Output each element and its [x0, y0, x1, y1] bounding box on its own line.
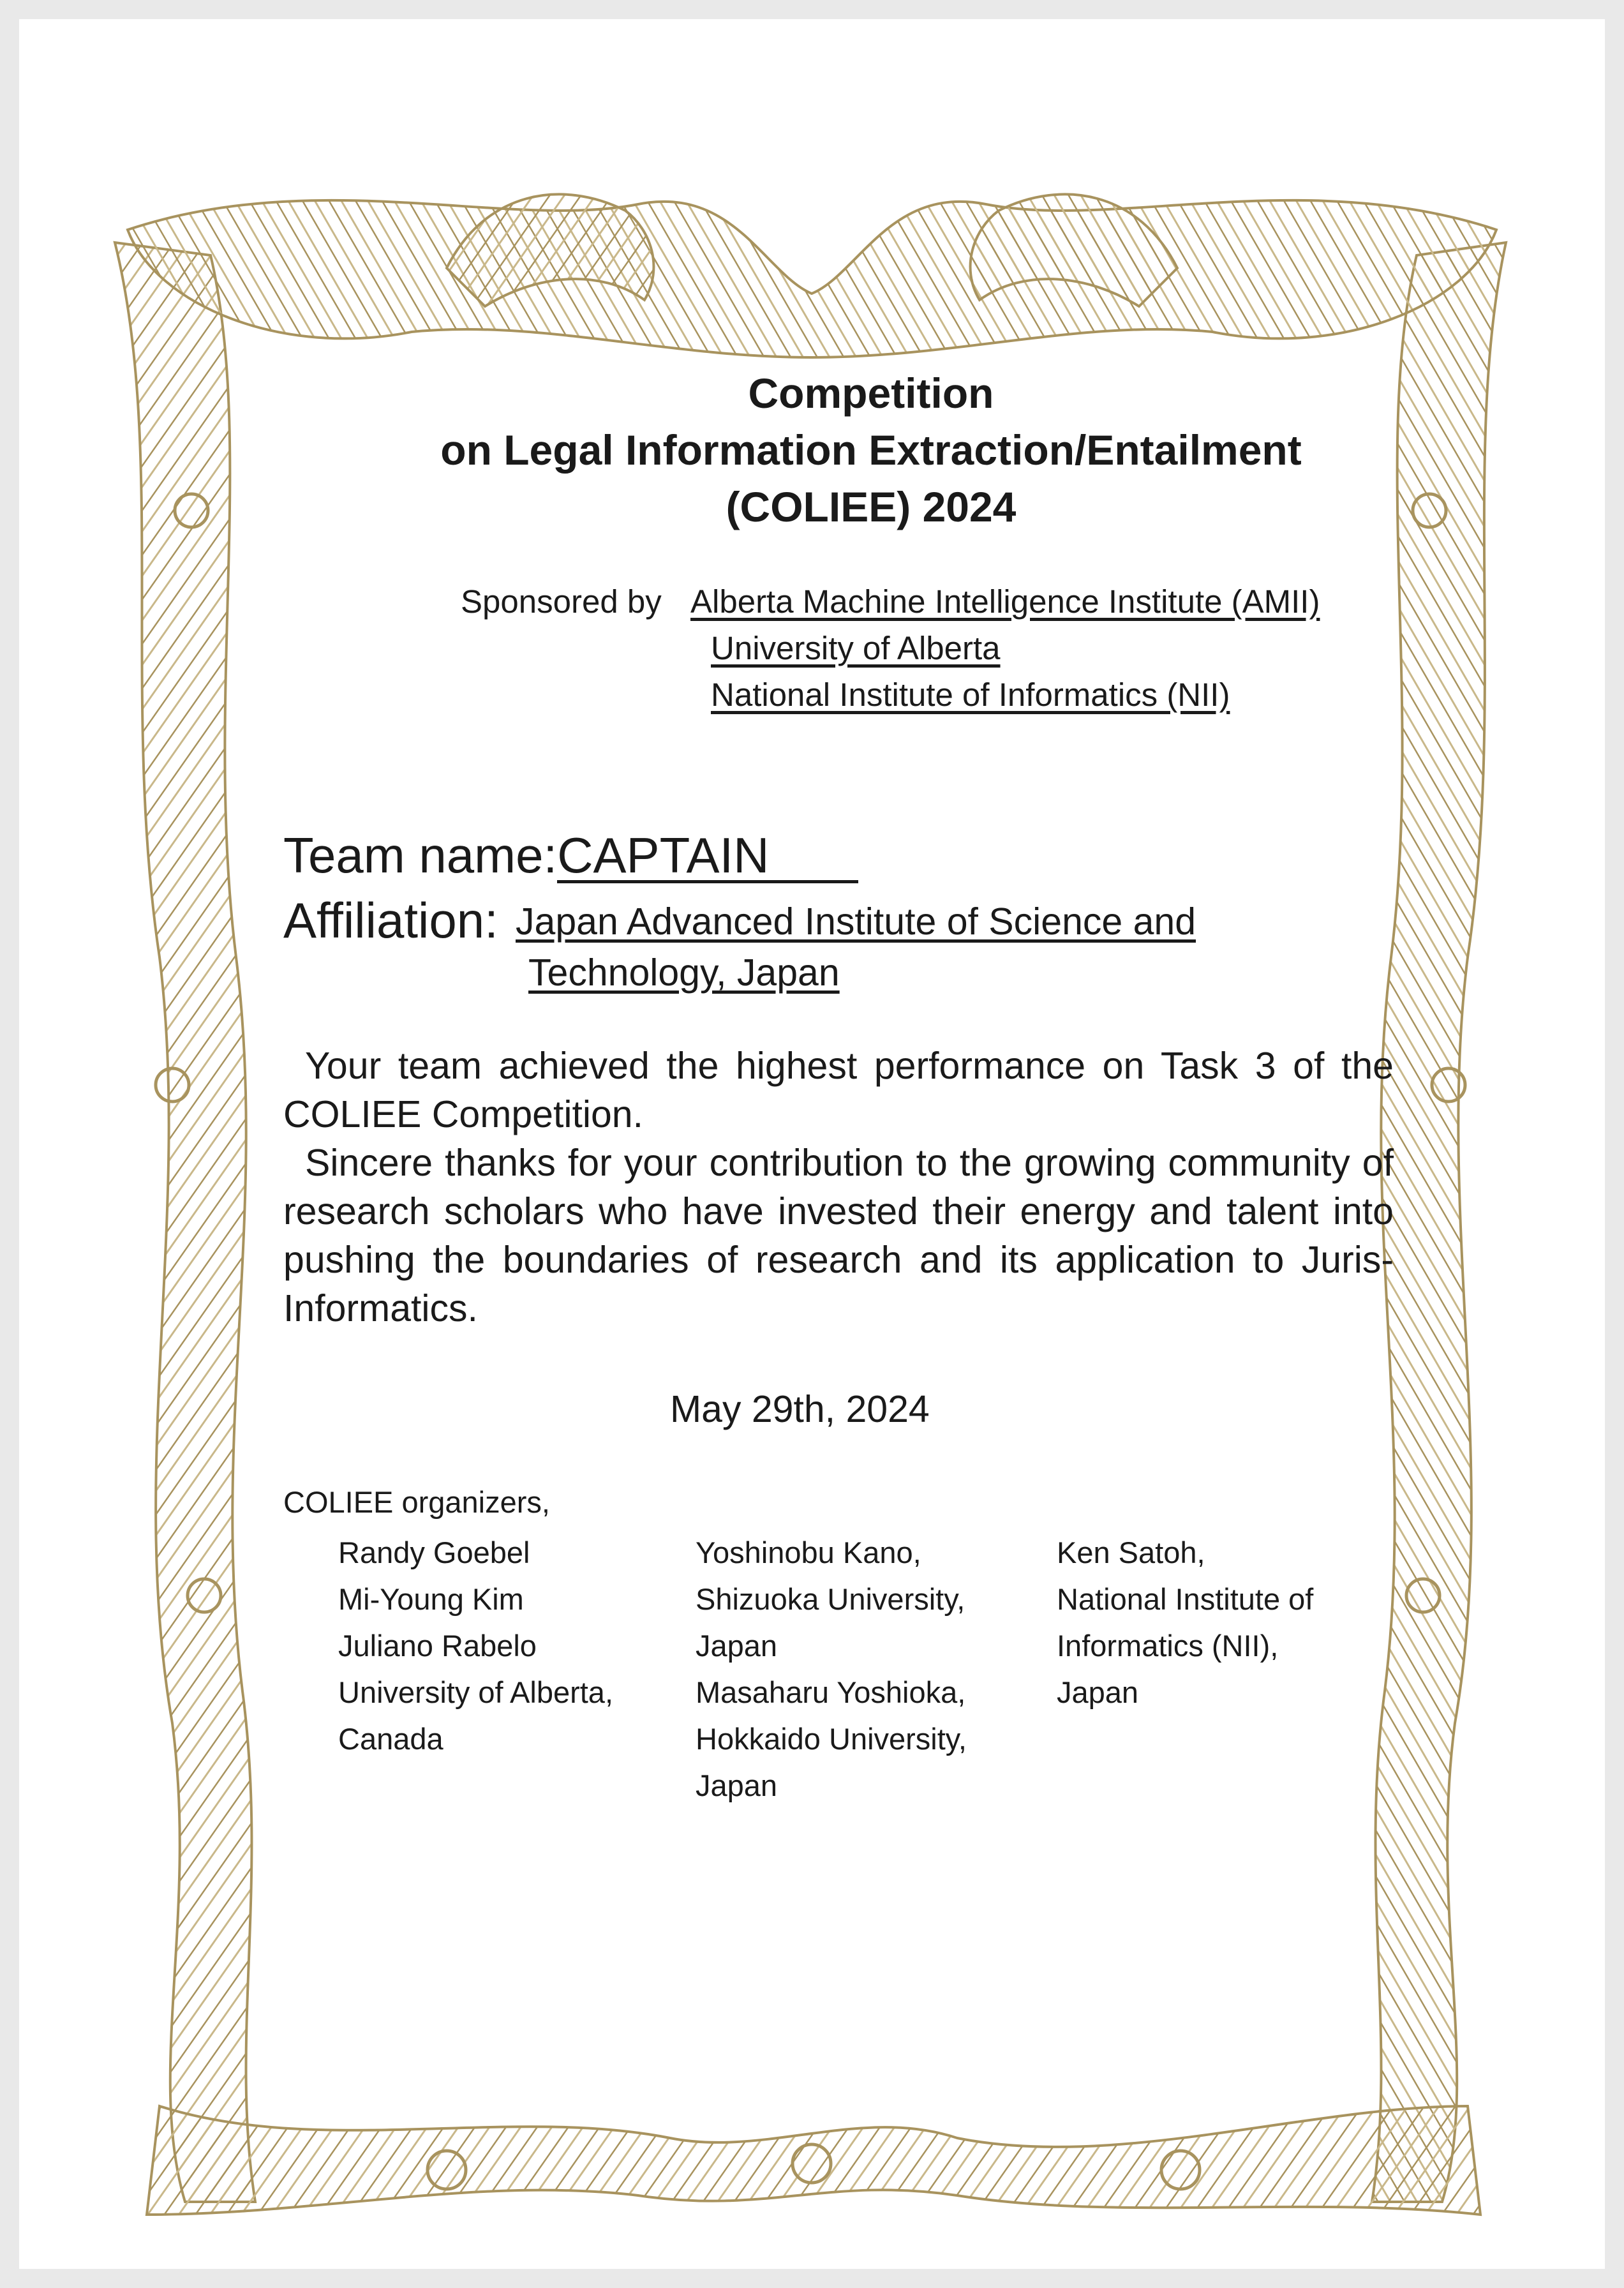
affiliation-label: Affiliation: [283, 892, 498, 948]
affiliation-line-1: Japan Advanced Institute of Science and [516, 901, 1196, 943]
organizer-line: Informatics (NII), [1057, 1629, 1279, 1663]
organizer-line: Randy Goebel [338, 1536, 530, 1569]
citation-paragraph-2: Sincere thanks for your contribution to the growing community of research scholars who have invested their energy and talent into pushing the boundaries of research and its application to Juris-Informatics. [283, 1142, 1394, 1329]
organizers-column-3 [1057, 1529, 1313, 1716]
organizer-line: Shizuoka University, [696, 1582, 965, 1616]
organizer-line: Japan [696, 1768, 778, 1802]
sponsor-ualberta: University of Alberta [711, 630, 1001, 666]
organizers-column-1 [338, 1529, 613, 1762]
citation-paragraph-1: Your team achieved the highest performance on Task 3 of the COLIEE Competition. [283, 1045, 1394, 1135]
award-date: May 29th, 2024 [670, 1388, 930, 1430]
organizer-line: Canada [338, 1722, 443, 1756]
organizer-line: Hokkaido University, [696, 1722, 967, 1756]
title-line-2: on Legal Information Extraction/Entailment [440, 426, 1302, 474]
bottom-leaf-band [147, 2106, 1480, 2215]
organizer-line: Japan [1057, 1675, 1139, 1709]
team-name-row [283, 823, 858, 887]
team-name-value: CAPTAIN [557, 830, 858, 883]
sponsor-amii: Alberta Machine Intelligence Institute (AMII) [690, 583, 1320, 620]
affiliation-line-2: Technology, Japan [528, 952, 840, 994]
organizer-line: Masaharu Yoshioka, [696, 1675, 966, 1709]
team-name-label: Team name: [283, 827, 558, 883]
organizer-line: Yoshinobu Kano, [696, 1536, 921, 1569]
citation-text [283, 1042, 1394, 1333]
organizers-column-2 [696, 1529, 967, 1809]
organizer-line: Mi-Young Kim [338, 1582, 524, 1616]
sponsor-nii: National Institute of Informatics (NII) [711, 677, 1230, 713]
organizer-line: Juliano Rabelo [338, 1629, 537, 1663]
organizers-heading: COLIEE organizers, [283, 1485, 550, 1519]
sponsors-block [461, 578, 1320, 718]
affiliation-value [516, 896, 1313, 998]
organizer-line: Japan [696, 1629, 778, 1663]
sponsors-label: Sponsored by [461, 583, 662, 620]
title-line-3: (COLIEE) 2024 [726, 483, 1017, 530]
top-phoenix-band [128, 200, 1496, 357]
title-line-1: Competition [748, 370, 994, 417]
certificate-title [294, 365, 1449, 535]
left-vine-band [115, 243, 255, 2202]
organizer-line: University of Alberta, [338, 1675, 614, 1709]
organizer-line: Ken Satoh, [1057, 1536, 1205, 1569]
organizer-line: National Institute of [1057, 1582, 1314, 1616]
